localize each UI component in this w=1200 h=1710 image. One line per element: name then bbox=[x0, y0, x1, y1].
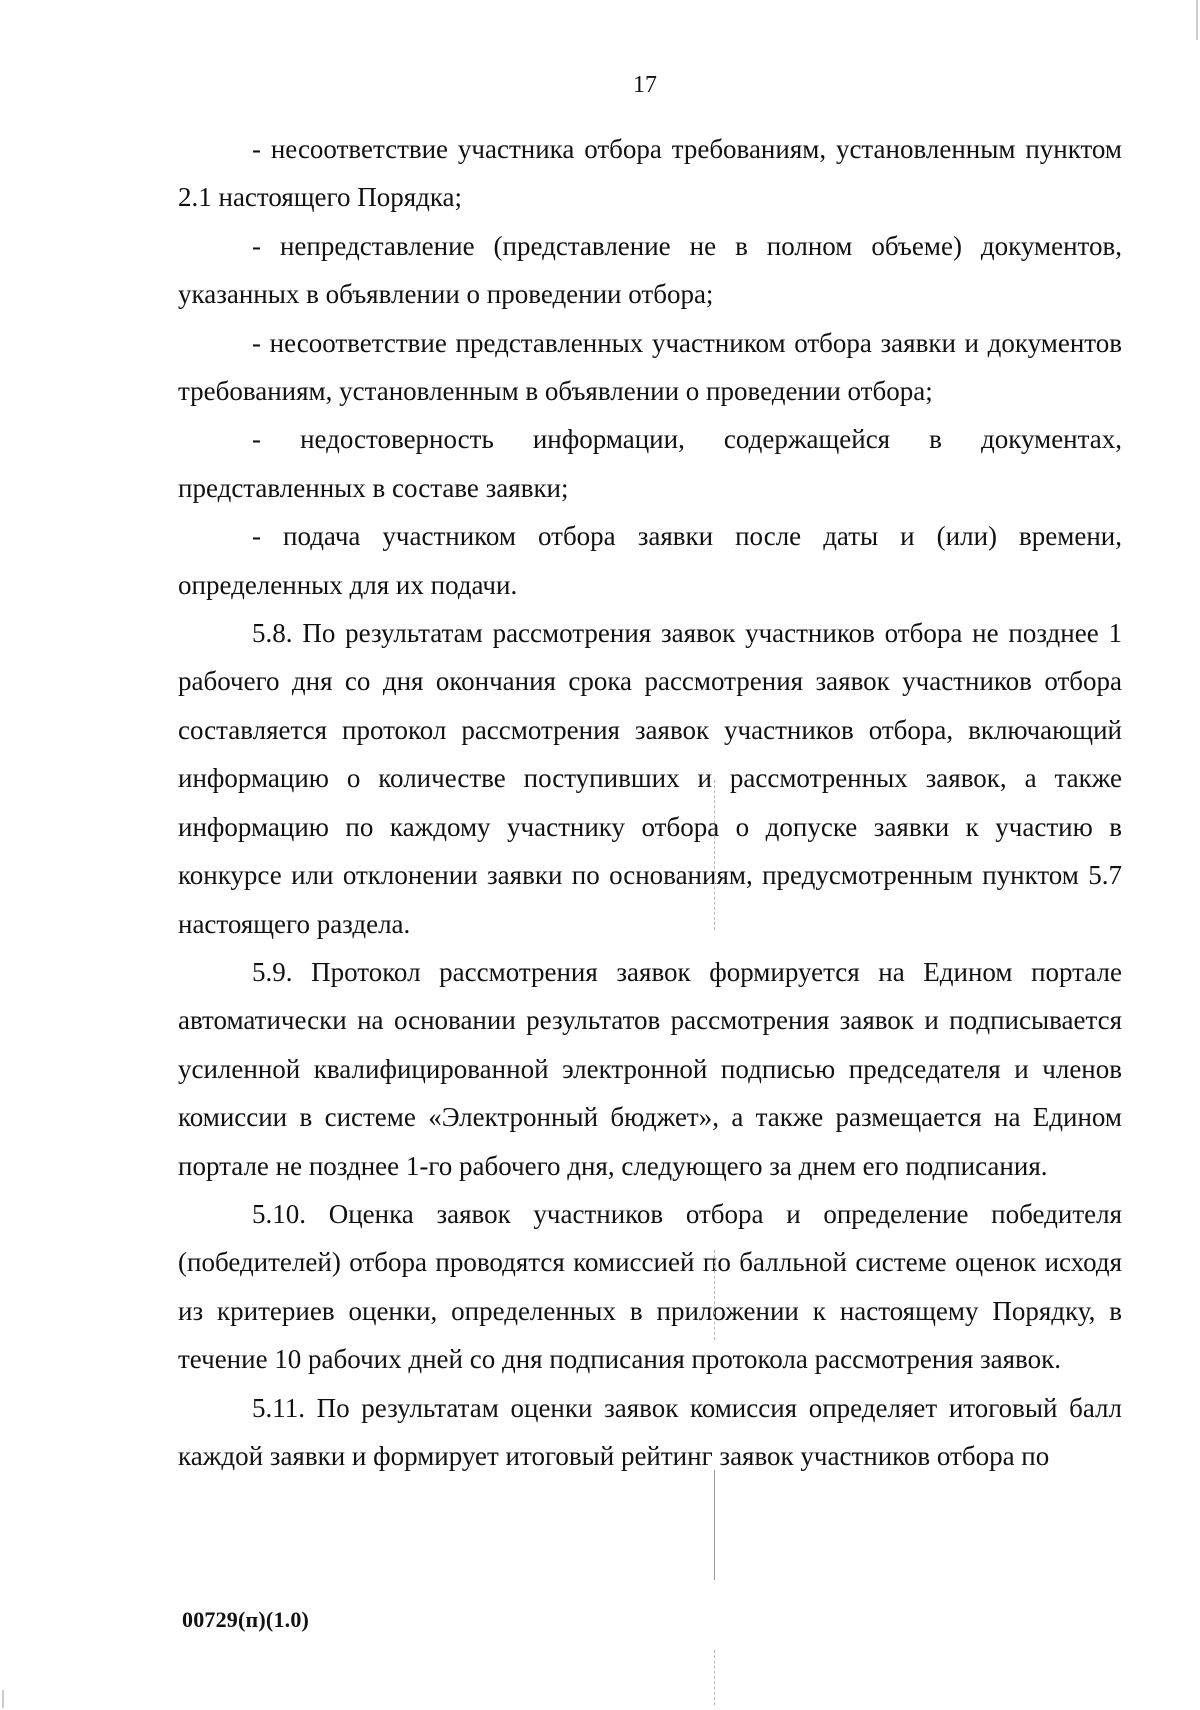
scan-edge-mark-left bbox=[2, 1690, 4, 1708]
document-body bbox=[178, 125, 1122, 1480]
scan-fold-line bbox=[714, 1650, 715, 1705]
clause-5-9: 5.9. Протокол рассмотрения заявок формируется на Едином портале автоматически на основании результатов рассмотрения заявок и подписывается усиленной квалифицированной электронной подписью председателя и членов комиссии в системе «Электронный бюджет», а также размещается на Едином портале не позднее 1-го рабочего дня, следующего за днем его подписания. bbox=[178, 956, 1122, 1181]
list-item-false-information: - недостоверность информации, содержащейся в документах, представленных в составе заявки; bbox=[178, 424, 1122, 503]
scan-edge-mark bbox=[1196, 0, 1198, 40]
scan-fold-line bbox=[714, 1250, 715, 1340]
page-number: 17 bbox=[633, 72, 657, 98]
clause-5-10: 5.10. Оценка заявок участников отбора и определение победителя (победителей) отбора проводятся комиссией по балльной системе оценок исходя из критериев оценки, определенных в приложении к настоящему Порядку, в течение 10 рабочих дней со дня подписания протокола рассмотрения заявок. bbox=[178, 1198, 1122, 1375]
clause-5-11: 5.11. По результатам оценки заявок комиссия определяет итоговый балл каждой заявки и формирует итоговый рейтинг заявок участников отбора по bbox=[178, 1392, 1122, 1471]
list-item-noncompliance: - несоответствие участника отбора требованиям, установленным пунктом 2.1 настоящего Порядка; bbox=[178, 134, 1122, 213]
list-item-documents-mismatch: - несоответствие представленных участником отбора заявки и документов требованиям, установленным в объявлении о проведении отбора; bbox=[178, 327, 1122, 407]
scan-fold-line bbox=[714, 780, 715, 930]
list-item-late-submission: - подача участником отбора заявки после даты и (или) времени, определенных для их подачи. bbox=[178, 521, 1122, 600]
clause-5-8: 5.8. По результатам рассмотрения заявок участников отбора не позднее 1 рабочего дня со дня окончания срока рассмотрения заявок участников отбора составляется протокол рассмотрения заявок участников отбора, включающий информацию о количестве поступивших и рассмотренных заявок, а также информацию по каждому участнику отбора о допуске заявки к участию в конкурсе или отклонении заявки по основаниям, предусмотренным пунктом 5.7 настоящего раздела. bbox=[178, 618, 1122, 939]
scan-fold-line bbox=[714, 1470, 715, 1580]
document-code: 00729(п)(1.0) bbox=[182, 1607, 310, 1632]
list-item-missing-documents: - непредставление (представление не в полном объеме) документов, указанных в объявлении о проведении отбора; bbox=[178, 230, 1122, 310]
